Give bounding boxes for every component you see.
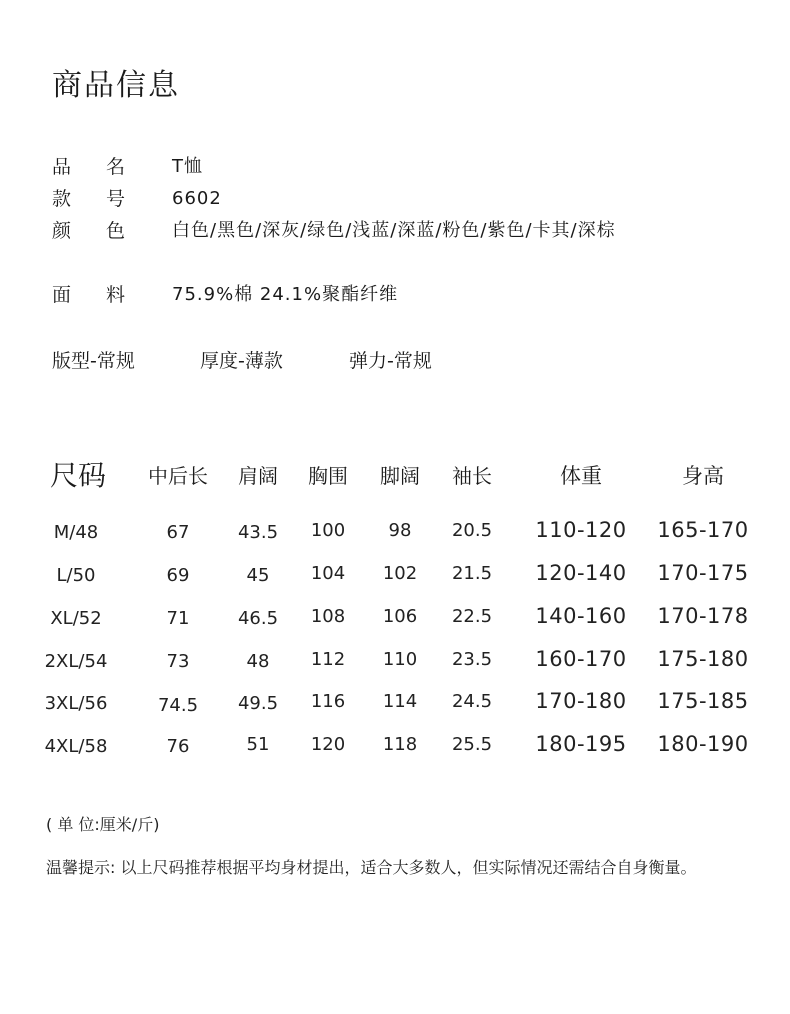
- attribute-elasticity: 弹力-常规: [349, 350, 432, 372]
- table-cell: 120: [310, 734, 346, 755]
- header-height: 身高: [682, 464, 724, 488]
- header-sleeve: 袖长: [452, 464, 492, 488]
- table-cell: 112: [310, 649, 346, 670]
- table-cell: 73: [166, 651, 190, 672]
- info-value-name: T恤: [172, 156, 203, 177]
- header-hem: 脚阔: [380, 464, 420, 488]
- info-value-style-no: 6602: [172, 188, 222, 209]
- info-label-char: 款: [52, 188, 72, 210]
- header-chest: 胸围: [308, 464, 348, 488]
- info-label-char: 面: [52, 284, 72, 306]
- table-cell: 43.5: [237, 522, 279, 543]
- table-cell: 48: [246, 651, 270, 672]
- size-tip: 温馨提示: 以上尺码推荐根据平均身材提出，适合大多数人，但实际情况还需结合自身衡量。: [46, 858, 697, 877]
- table-cell-size: L/50: [56, 565, 96, 586]
- info-label-char: 颜: [52, 220, 72, 242]
- table-cell-height: 175-185: [657, 689, 749, 713]
- table-cell-height: 170-175: [657, 561, 749, 585]
- table-cell: 98: [388, 520, 412, 541]
- table-cell-weight: 160-170: [535, 647, 627, 671]
- table-cell-size: 4XL/58: [44, 736, 108, 757]
- table-cell-size: 3XL/56: [44, 693, 108, 714]
- table-cell: 46.5: [237, 608, 279, 629]
- table-cell: 69: [166, 565, 190, 586]
- table-cell: 74.5: [157, 695, 199, 716]
- table-cell-size: XL/52: [50, 608, 102, 629]
- table-cell-height: 175-180: [657, 647, 749, 671]
- info-label-char: 色: [106, 220, 126, 242]
- header-shoulder: 肩阔: [238, 464, 278, 488]
- info-value-color: 白色/黑色/深灰/绿色/浅蓝/深蓝/粉色/紫色/卡其/深棕: [172, 220, 616, 241]
- unit-note: ( 单 位:厘米/斤): [46, 815, 160, 834]
- table-cell-height: 165-170: [657, 518, 749, 542]
- info-label-style-no: [52, 186, 142, 212]
- table-cell: 25.5: [451, 734, 493, 755]
- info-value-fabric: 75.9%棉 24.1%聚酯纤维: [172, 284, 399, 305]
- table-cell: 23.5: [451, 649, 493, 670]
- table-cell-weight: 140-160: [535, 604, 627, 628]
- table-cell: 76: [166, 736, 190, 757]
- table-cell: 24.5: [451, 691, 493, 712]
- info-label-char: 名: [106, 156, 126, 178]
- table-cell-weight: 120-140: [535, 561, 627, 585]
- table-cell: 20.5: [451, 520, 493, 541]
- info-label-char: 品: [52, 156, 72, 178]
- table-cell: 106: [382, 606, 418, 627]
- table-cell: 49.5: [237, 693, 279, 714]
- table-cell-size: M/48: [53, 522, 99, 543]
- table-cell: 118: [382, 734, 418, 755]
- page-title: 商品信息: [52, 68, 180, 103]
- header-weight: 体重: [560, 464, 602, 488]
- table-cell-weight: 180-195: [535, 732, 627, 756]
- table-cell-height: 170-178: [657, 604, 749, 628]
- info-label-char: 料: [106, 284, 126, 306]
- header-back-length: 中后长: [148, 464, 208, 488]
- table-cell: 110: [382, 649, 418, 670]
- info-label-fabric: [52, 282, 142, 308]
- attribute-thickness: 厚度-薄款: [200, 350, 283, 372]
- table-cell: 21.5: [451, 563, 493, 584]
- table-cell: 22.5: [451, 606, 493, 627]
- table-cell: 45: [246, 565, 270, 586]
- info-label-char: 号: [106, 188, 126, 210]
- table-cell: 102: [382, 563, 418, 584]
- table-cell-size: 2XL/54: [44, 651, 108, 672]
- table-cell: 104: [310, 563, 346, 584]
- table-cell: 67: [166, 522, 190, 543]
- table-cell: 108: [310, 606, 346, 627]
- table-cell: 100: [310, 520, 346, 541]
- table-cell: 114: [382, 691, 418, 712]
- attribute-fit: 版型-常规: [52, 350, 135, 372]
- table-cell: 71: [166, 608, 190, 629]
- size-table-title: 尺码: [50, 459, 107, 492]
- table-cell: 116: [310, 691, 346, 712]
- info-label-name: [52, 154, 142, 180]
- info-label-color: [52, 218, 142, 244]
- table-cell-weight: 110-120: [535, 518, 627, 542]
- table-cell-height: 180-190: [657, 732, 749, 756]
- table-cell: 51: [246, 734, 270, 755]
- table-cell-weight: 170-180: [535, 689, 627, 713]
